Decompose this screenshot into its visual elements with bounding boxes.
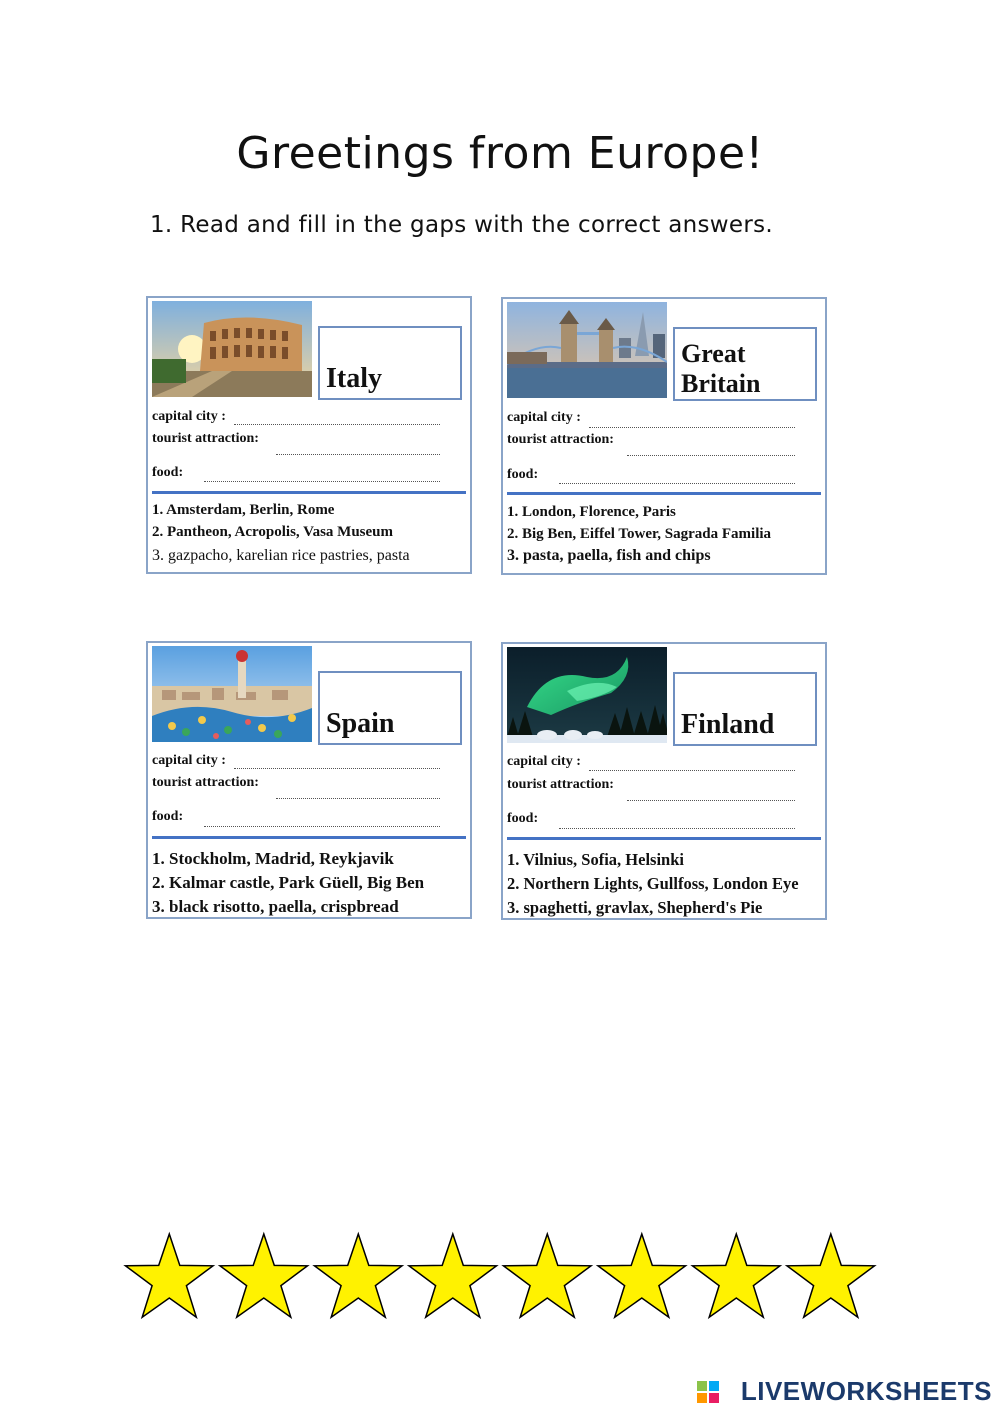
postcard-great-britain bbox=[501, 297, 827, 575]
food-blank[interactable] bbox=[559, 828, 795, 829]
capital-city-label: capital city : bbox=[507, 754, 581, 769]
park-guell-photo bbox=[152, 646, 312, 742]
country-name: Finland bbox=[681, 709, 775, 740]
postcard-finland bbox=[501, 642, 827, 920]
capital-city-label: capital city : bbox=[507, 410, 581, 425]
country-name: Spain bbox=[326, 708, 395, 739]
capital-city-blank[interactable] bbox=[234, 768, 440, 769]
tourist-attraction-blank[interactable] bbox=[276, 798, 440, 799]
food-label: food: bbox=[507, 811, 539, 826]
option-capital: 1. Vilnius, Sofia, Helsinki bbox=[507, 850, 684, 869]
liveworksheets-logo-icon bbox=[697, 1381, 719, 1403]
country-name-box bbox=[318, 671, 462, 745]
country-name: Italy bbox=[326, 363, 382, 394]
option-food: 3. spaghetti, gravlax, Shepherd's Pie bbox=[507, 898, 763, 917]
postcard-italy bbox=[146, 296, 472, 574]
country-name-box bbox=[673, 327, 817, 401]
star-icon bbox=[598, 1234, 686, 1317]
tourist-attraction-label: tourist attraction: bbox=[152, 775, 259, 790]
tourist-attraction-blank[interactable] bbox=[627, 455, 795, 456]
country-name bbox=[681, 339, 760, 399]
page-title: Greetings from Europe! bbox=[236, 128, 764, 179]
stars-graphic bbox=[122, 1228, 878, 1326]
capital-city-blank[interactable] bbox=[589, 427, 795, 428]
tourist-attraction-label: tourist attraction: bbox=[507, 432, 614, 447]
option-capital: 1. Amsterdam, Berlin, Rome bbox=[152, 502, 335, 518]
food-label: food: bbox=[507, 467, 539, 482]
instruction-text: 1. Read and fill in the gaps with the correct answers. bbox=[150, 212, 774, 238]
capital-city-label: capital city : bbox=[152, 409, 226, 424]
country-name-line-1: Great bbox=[681, 339, 746, 368]
colosseum-photo bbox=[152, 301, 312, 397]
tourist-attraction-blank[interactable] bbox=[627, 800, 795, 801]
option-capital: 1. Stockholm, Madrid, Reykjavik bbox=[152, 849, 394, 868]
stars-row bbox=[122, 1228, 878, 1326]
option-attraction: 2. Northern Lights, Gullfoss, London Eye bbox=[507, 874, 799, 893]
star-icon bbox=[126, 1234, 214, 1317]
separator bbox=[507, 492, 821, 495]
food-label: food: bbox=[152, 465, 184, 480]
capital-city-blank[interactable] bbox=[234, 424, 440, 425]
separator bbox=[152, 491, 466, 494]
option-capital: 1. London, Florence, Paris bbox=[507, 504, 676, 520]
tower-bridge-photo bbox=[507, 302, 667, 398]
star-icon bbox=[315, 1234, 403, 1317]
separator bbox=[507, 837, 821, 840]
food-label: food: bbox=[152, 809, 184, 824]
capital-city-blank[interactable] bbox=[589, 770, 795, 771]
option-food: 3. black risotto, paella, crispbread bbox=[152, 897, 399, 916]
tourist-attraction-label: tourist attraction: bbox=[507, 777, 614, 792]
liveworksheets-brand: LIVEWORKSHEETS bbox=[740, 1376, 992, 1406]
option-attraction: 2. Big Ben, Eiffel Tower, Sagrada Familia bbox=[507, 526, 772, 542]
food-blank[interactable] bbox=[559, 483, 795, 484]
food-blank[interactable] bbox=[204, 826, 440, 827]
option-food: 3. pasta, paella, fish and chips bbox=[507, 547, 711, 564]
tourist-attraction-label: tourist attraction: bbox=[152, 431, 259, 446]
capital-city-label: capital city : bbox=[152, 753, 226, 768]
star-icon bbox=[409, 1234, 497, 1317]
option-food: 3. gazpacho, karelian rice pastries, pasta bbox=[152, 547, 410, 564]
country-name-box bbox=[673, 672, 817, 746]
star-icon bbox=[787, 1234, 875, 1317]
option-attraction: 2. Kalmar castle, Park Güell, Big Ben bbox=[152, 873, 425, 892]
star-icon bbox=[504, 1234, 592, 1317]
country-name-box bbox=[318, 326, 462, 400]
star-icon bbox=[693, 1234, 781, 1317]
country-name-line-2: Britain bbox=[681, 369, 761, 398]
star-icon bbox=[220, 1234, 308, 1317]
tourist-attraction-blank[interactable] bbox=[276, 454, 440, 455]
option-attraction: 2. Pantheon, Acropolis, Vasa Museum bbox=[152, 524, 394, 540]
northern-lights-photo bbox=[507, 647, 667, 743]
postcard-spain bbox=[146, 641, 472, 919]
separator bbox=[152, 836, 466, 839]
food-blank[interactable] bbox=[204, 481, 440, 482]
